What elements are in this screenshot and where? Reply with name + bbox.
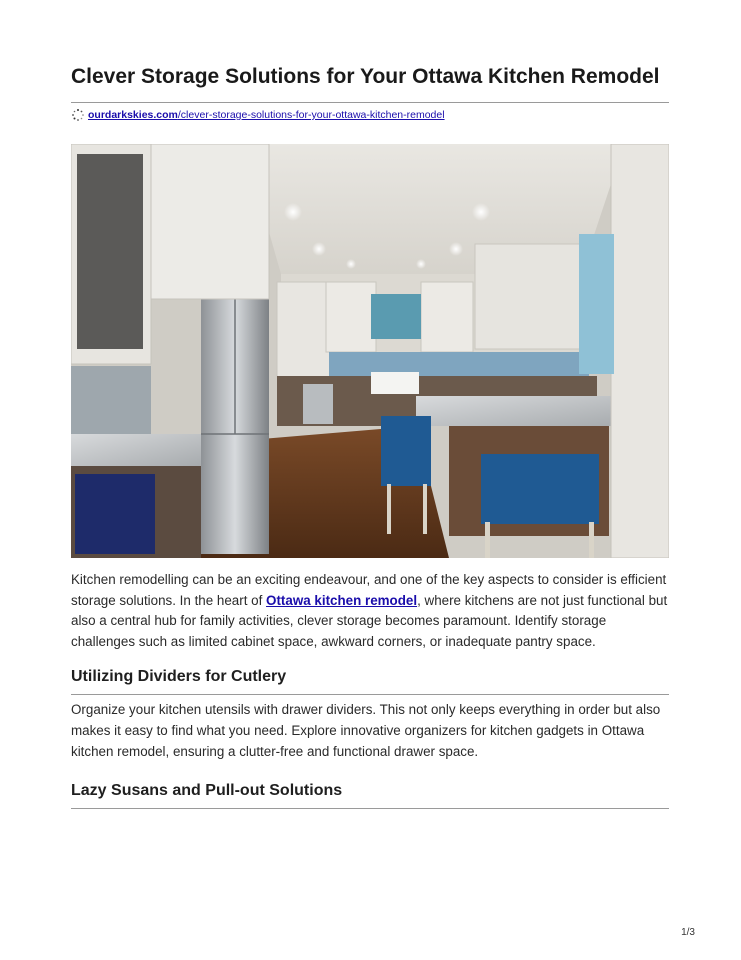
title-divider: [71, 102, 669, 103]
source-path: /clever-storage-solutions-for-your-ottawa-kitchen-remodel: [177, 109, 445, 121]
source-domain: ourdarkskies.com: [88, 109, 178, 121]
article-title: Clever Storage Solutions for Your Ottawa Kitchen Remodel: [71, 65, 660, 88]
article: [71, 64, 669, 809]
loading-icon: [71, 108, 85, 122]
section-lazy-susans: [71, 781, 669, 809]
intro-paragraph: Kitchen remodelling can be an exciting endeavour, and one of the key aspects to consider is efficient storage solutions. In the heart of Ottawa kitchen remodel, where kitchens are not just functional but also a central hub for family activities, clever storage becomes paramount. Identify storage challenges such as limited cabinet space, awkward corners, or inadequate pantry space.: [71, 572, 668, 649]
section-dividers: [71, 667, 669, 762]
source-url-link[interactable]: [88, 109, 445, 121]
section-divider: [71, 694, 669, 695]
section-divider: [71, 808, 669, 809]
source-link-row: [71, 107, 669, 123]
ottawa-kitchen-remodel-link[interactable]: Ottawa kitchen remodel: [266, 592, 418, 608]
page-number: 1/3: [681, 927, 695, 938]
section-paragraph: Organize your kitchen utensils with drawer dividers. This not only keeps everything in order but also makes it easy to find what you need. Explore innovative organizers for kitchen gadgets in Ottawa kitchen remodel, ensuring a clutter-free and functional drawer space.: [71, 702, 661, 759]
section-heading: Lazy Susans and Pull-out Solutions: [71, 782, 343, 800]
section-heading: Utilizing Dividers for Cutlery: [71, 668, 287, 686]
kitchen-photo: [71, 144, 669, 558]
